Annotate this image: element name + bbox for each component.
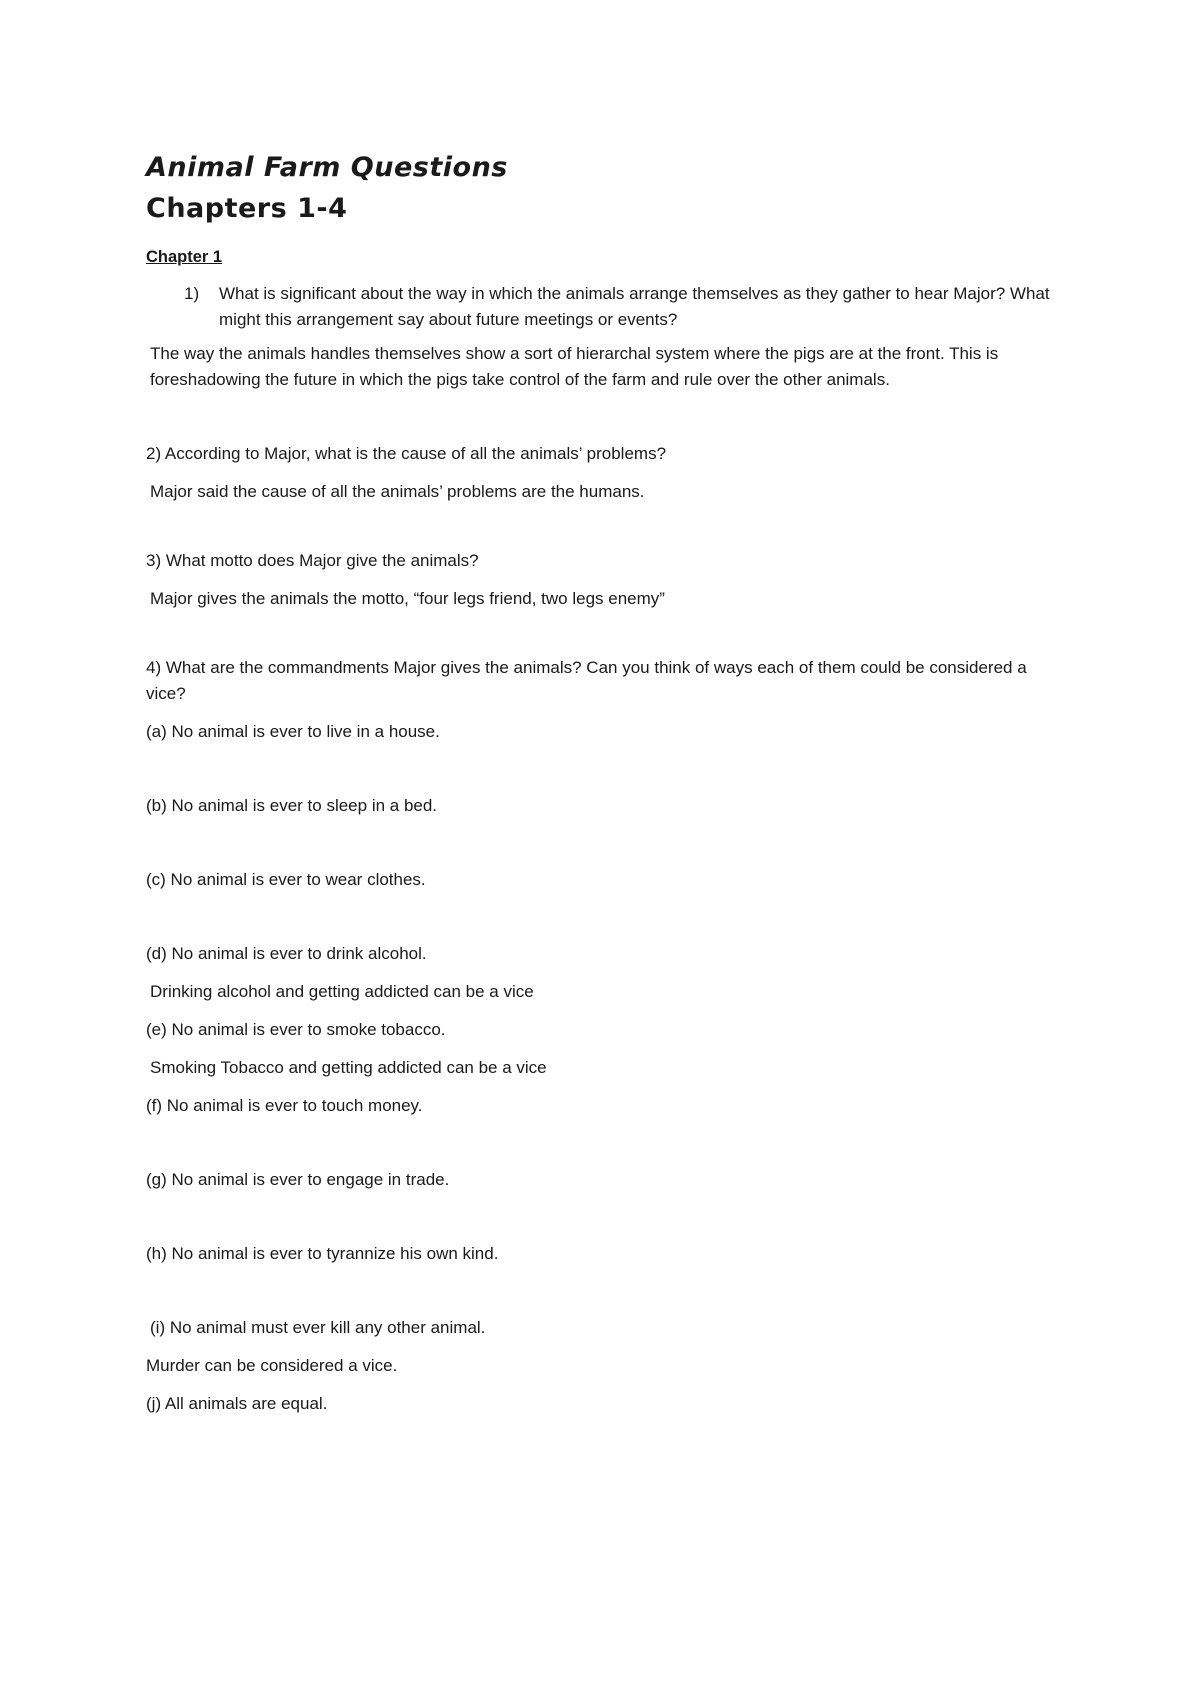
document-subtitle: Chapters 1-4 (146, 193, 348, 225)
commandment-f: (f) No animal is ever to touch money. (146, 1095, 423, 1115)
question-2: 2) According to Major, what is the cause of all the animals’ problems? (146, 443, 667, 463)
document-title: Animal Farm Questions (146, 152, 508, 183)
answer-3: Major gives the animals the motto, “four legs friend, two legs enemy” (150, 588, 665, 608)
commandment-e: (e) No animal is ever to smoke tobacco. (146, 1019, 446, 1039)
commandment-d: (d) No animal is ever to drink alcohol. (146, 943, 427, 963)
commandment-j: (j) All animals are equal. (146, 1393, 328, 1413)
answer-1: The way the animals handles themselves show a sort of hierarchal system where the pigs are at the front. This is foreshadowing the future in which the pigs take control of the farm and rule over the other animals. (150, 343, 999, 389)
question-1-number: 1) (184, 283, 200, 303)
commandment-c: (c) No animal is ever to wear clothes. (146, 869, 426, 889)
question-4: 4) What are the commandments Major gives the animals? Can you think of ways each of them could be considered a vice? (146, 657, 1027, 703)
question-1 (146, 281, 1066, 333)
commandment-g: (g) No animal is ever to engage in trade. (146, 1169, 450, 1189)
commandment-d-answer: Drinking alcohol and getting addicted can be a vice (150, 981, 534, 1001)
document-content (146, 150, 1066, 1417)
commandment-i-answer: Murder can be considered a vice. (146, 1355, 398, 1375)
commandment-i: (i) No animal must ever kill any other animal. (150, 1317, 486, 1337)
commandment-b: (b) No animal is ever to sleep in a bed. (146, 795, 438, 815)
commandment-a: (a) No animal is ever to live in a house. (146, 721, 440, 741)
question-3: 3) What motto does Major give the animals? (146, 550, 479, 570)
answer-2: Major said the cause of all the animals’ problems are the humans. (150, 481, 645, 501)
commandment-h: (h) No animal is ever to tyrannize his own kind. (146, 1243, 499, 1263)
question-1-text: What is significant about the way in which the animals arrange themselves as they gather to hear Major? What might this arrangement say about future meetings or events? (219, 283, 1050, 329)
commandment-e-answer: Smoking Tobacco and getting addicted can be a vice (150, 1057, 547, 1077)
chapter-heading: Chapter 1 (146, 247, 223, 266)
